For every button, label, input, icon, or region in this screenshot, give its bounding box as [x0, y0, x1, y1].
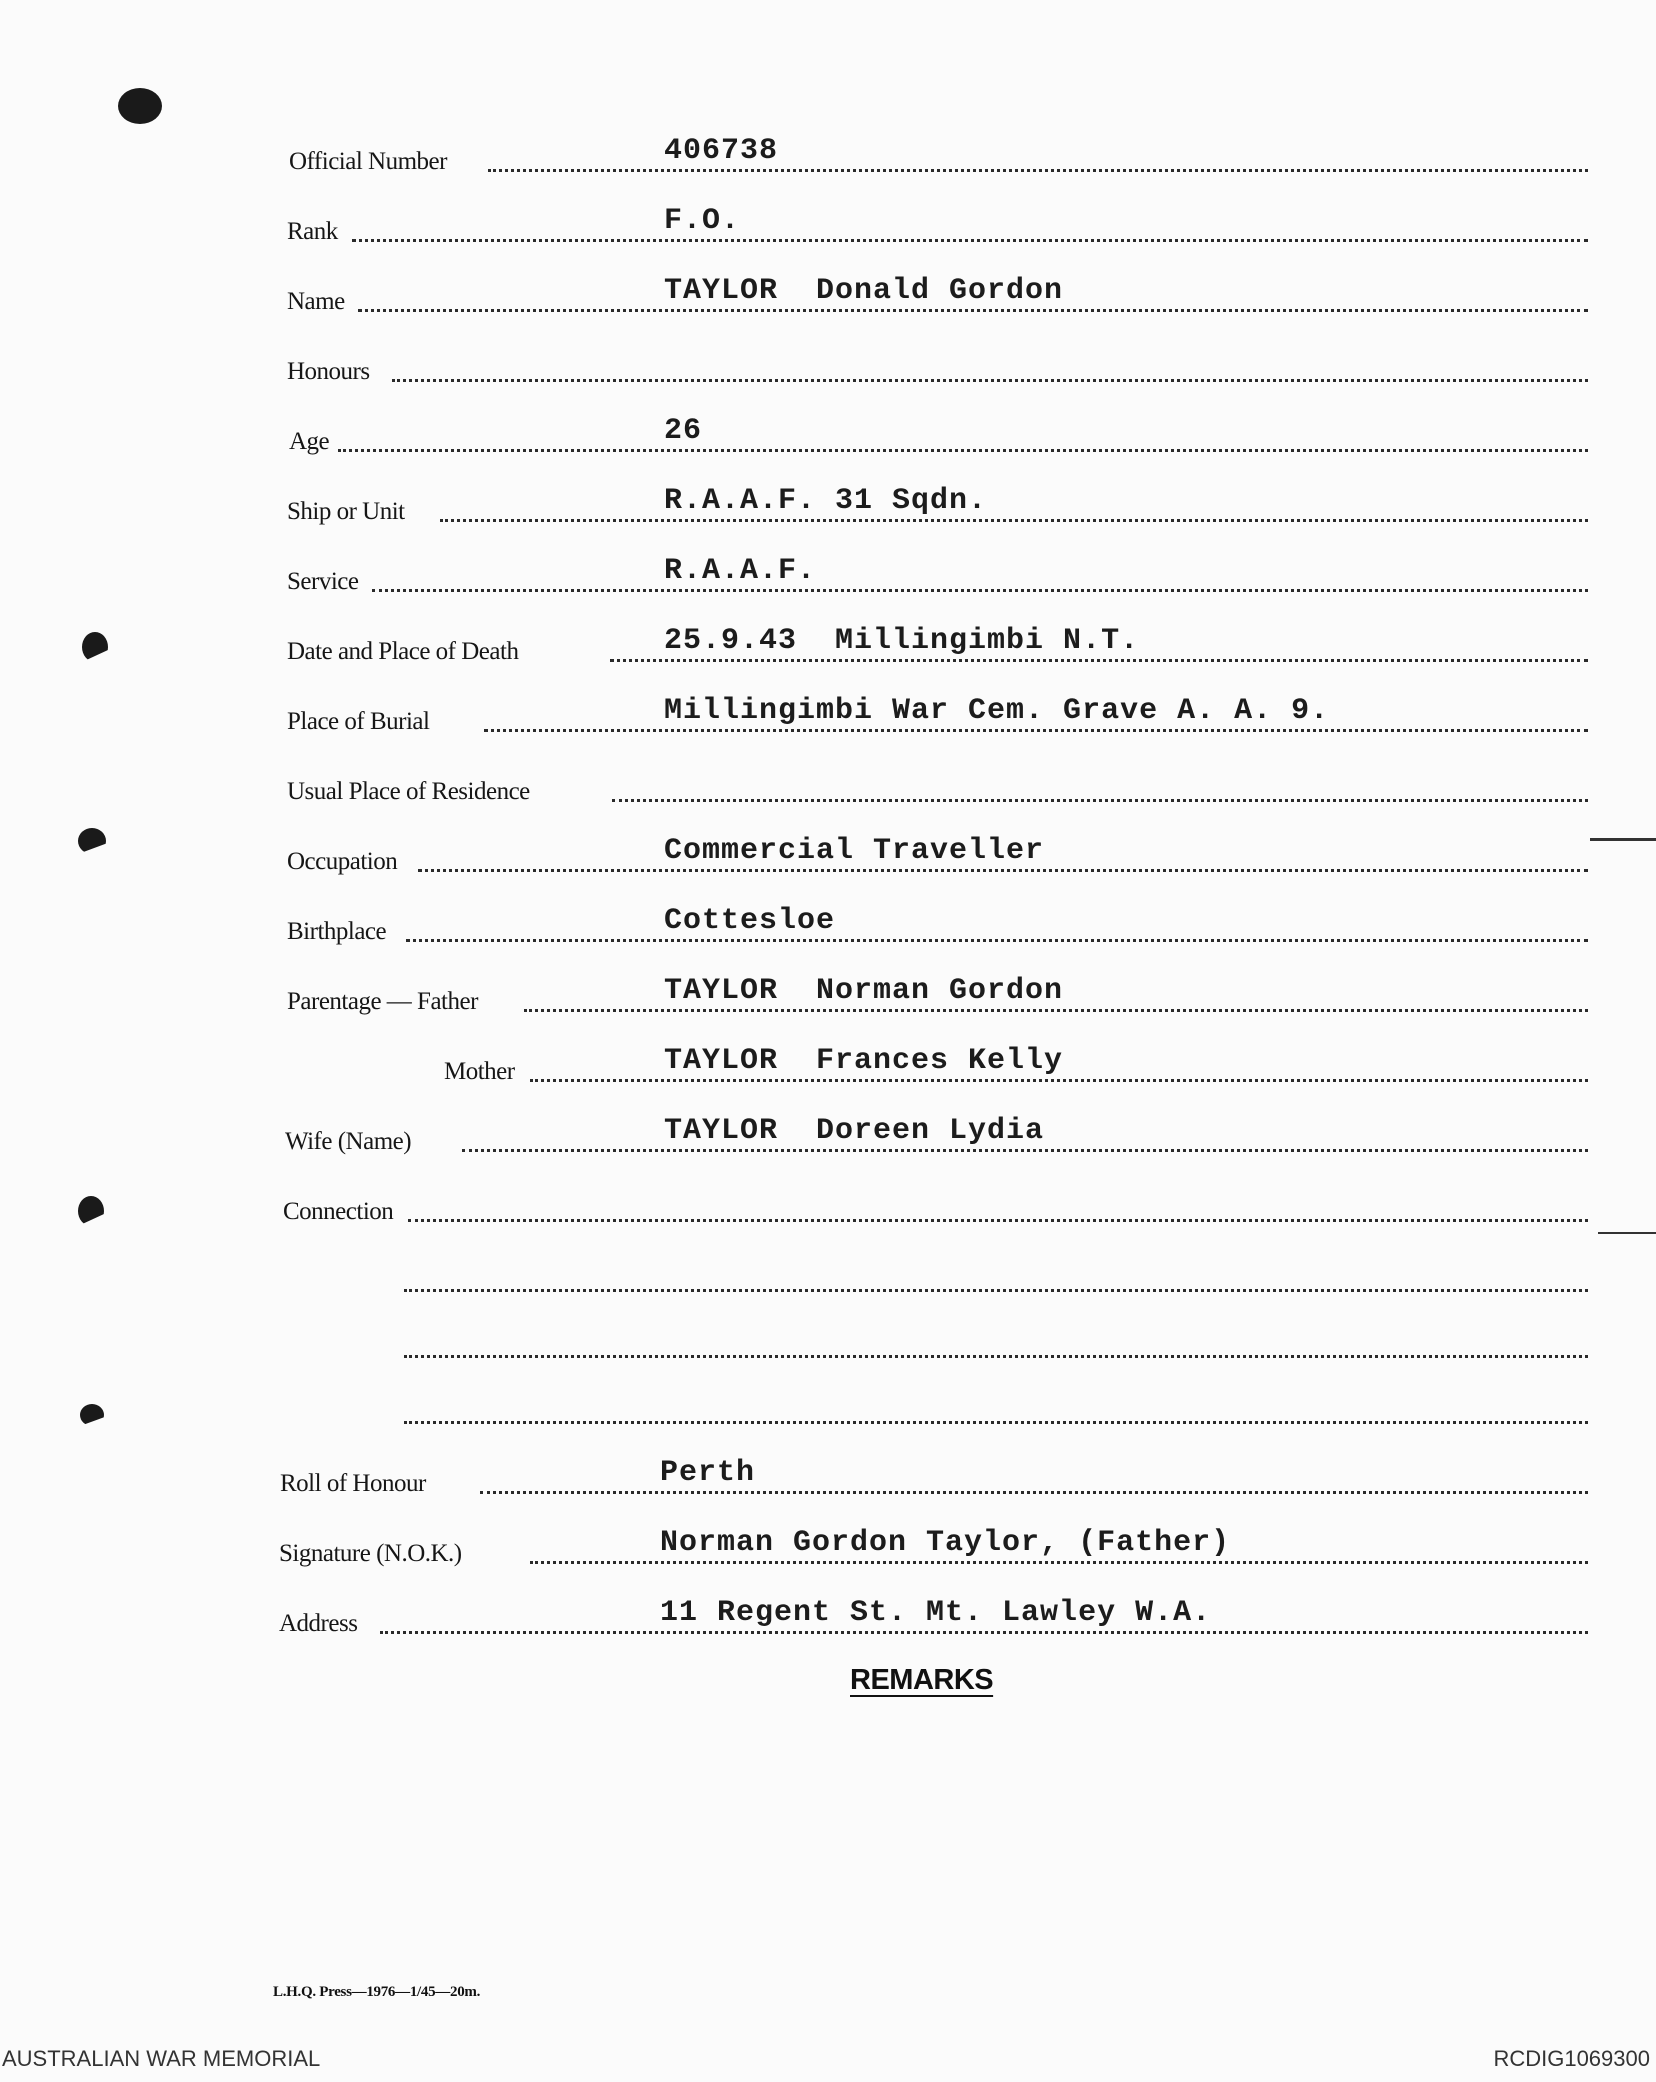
field-value: Millingimbi War Cem. Grave A. A. 9.	[664, 694, 1330, 728]
field-service	[0, 552, 1590, 598]
field-label: Name	[287, 288, 345, 315]
field-label: Signature (N.O.K.)	[279, 1540, 462, 1567]
field-connection	[0, 1182, 1590, 1228]
dotted-line	[530, 1561, 1588, 1564]
field-label: Roll of Honour	[280, 1470, 426, 1497]
field-label: Ship or Unit	[287, 498, 405, 525]
field-value: R.A.A.F. 31 Sqdn.	[664, 484, 988, 518]
dotted-line	[530, 1079, 1588, 1082]
dotted-line	[352, 239, 1588, 242]
field-label: Date and Place of Death	[287, 638, 519, 665]
printer-imprint: L.H.Q. Press—1976—1/45—20m.	[273, 1984, 481, 2000]
dotted-line	[408, 1219, 1588, 1222]
dotted-line	[372, 589, 1588, 592]
field-wife-name	[0, 1112, 1590, 1158]
field-label: Official Number	[289, 148, 447, 175]
field-value: TAYLOR Frances Kelly	[664, 1044, 1064, 1078]
field-roll-of-honour	[0, 1454, 1590, 1500]
connection-extra-line	[0, 1252, 1590, 1298]
field-value: Perth	[660, 1456, 756, 1490]
footer-id: RCDIG1069300	[1493, 2046, 1650, 2071]
footer-source: AUSTRALIAN WAR MEMORIAL	[2, 2046, 321, 2071]
field-age	[0, 412, 1590, 458]
field-name	[0, 272, 1590, 318]
field-label: Mother	[444, 1058, 515, 1085]
dotted-line	[484, 729, 1588, 732]
dotted-line	[480, 1491, 1588, 1494]
field-value: Norman Gordon Taylor, (Father)	[660, 1526, 1231, 1560]
remarks-heading: REMARKS	[850, 1664, 994, 1696]
field-value: Commercial Traveller	[664, 834, 1045, 868]
dotted-line	[380, 1631, 1588, 1634]
field-official-number	[0, 132, 1590, 178]
field-parentage-mother	[0, 1042, 1590, 1088]
dotted-line	[358, 309, 1588, 312]
scan-edge-mark	[1598, 1232, 1656, 1234]
field-label: Parentage — Father	[287, 988, 478, 1015]
field-value: 11 Regent St. Mt. Lawley W.A.	[660, 1596, 1212, 1630]
field-usual-residence	[0, 762, 1590, 808]
field-value: Cottesloe	[664, 904, 836, 938]
dotted-line	[404, 1355, 1588, 1358]
dotted-line	[462, 1149, 1588, 1152]
field-rank	[0, 202, 1590, 248]
field-value: R.A.A.F.	[664, 554, 817, 588]
field-parentage-father	[0, 972, 1590, 1018]
field-value: F.O.	[664, 204, 741, 238]
field-label: Wife (Name)	[285, 1128, 412, 1155]
field-signature-nok	[0, 1524, 1590, 1570]
field-ship-or-unit	[0, 482, 1590, 528]
dotted-line	[338, 449, 1588, 452]
dotted-line	[392, 379, 1588, 382]
dotted-line	[524, 1009, 1588, 1012]
field-label: Connection	[283, 1198, 394, 1225]
dotted-line	[406, 939, 1588, 942]
scan-edge-mark	[1590, 838, 1656, 841]
dotted-line	[404, 1289, 1588, 1292]
field-honours	[0, 342, 1590, 388]
field-value: 25.9.43 Millingimbi N.T.	[664, 624, 1140, 658]
field-value: TAYLOR Norman Gordon	[664, 974, 1064, 1008]
punch-hole-1	[118, 88, 162, 124]
dotted-line	[440, 519, 1588, 522]
field-place-of-burial	[0, 692, 1590, 738]
dotted-line	[488, 169, 1588, 172]
field-occupation	[0, 832, 1590, 878]
field-label: Rank	[287, 218, 338, 245]
field-value: TAYLOR Doreen Lydia	[664, 1114, 1045, 1148]
field-label: Birthplace	[287, 918, 387, 945]
field-label: Age	[289, 428, 330, 455]
field-label: Usual Place of Residence	[287, 778, 530, 805]
field-date-place-of-death	[0, 622, 1590, 668]
dotted-line	[418, 869, 1588, 872]
connection-extra-line	[0, 1384, 1590, 1430]
field-value: 26	[664, 414, 703, 448]
field-label: Service	[287, 568, 359, 595]
field-value: TAYLOR Donald Gordon	[664, 274, 1064, 308]
field-address	[0, 1594, 1590, 1640]
field-value: 406738	[664, 134, 779, 168]
field-label: Place of Burial	[287, 708, 430, 735]
dotted-line	[612, 799, 1588, 802]
connection-extra-line	[0, 1318, 1590, 1364]
field-birthplace	[0, 902, 1590, 948]
dotted-line	[610, 659, 1588, 662]
dotted-line	[404, 1421, 1588, 1424]
field-label: Honours	[287, 358, 370, 385]
field-label: Address	[279, 1610, 358, 1637]
field-label: Occupation	[287, 848, 398, 875]
